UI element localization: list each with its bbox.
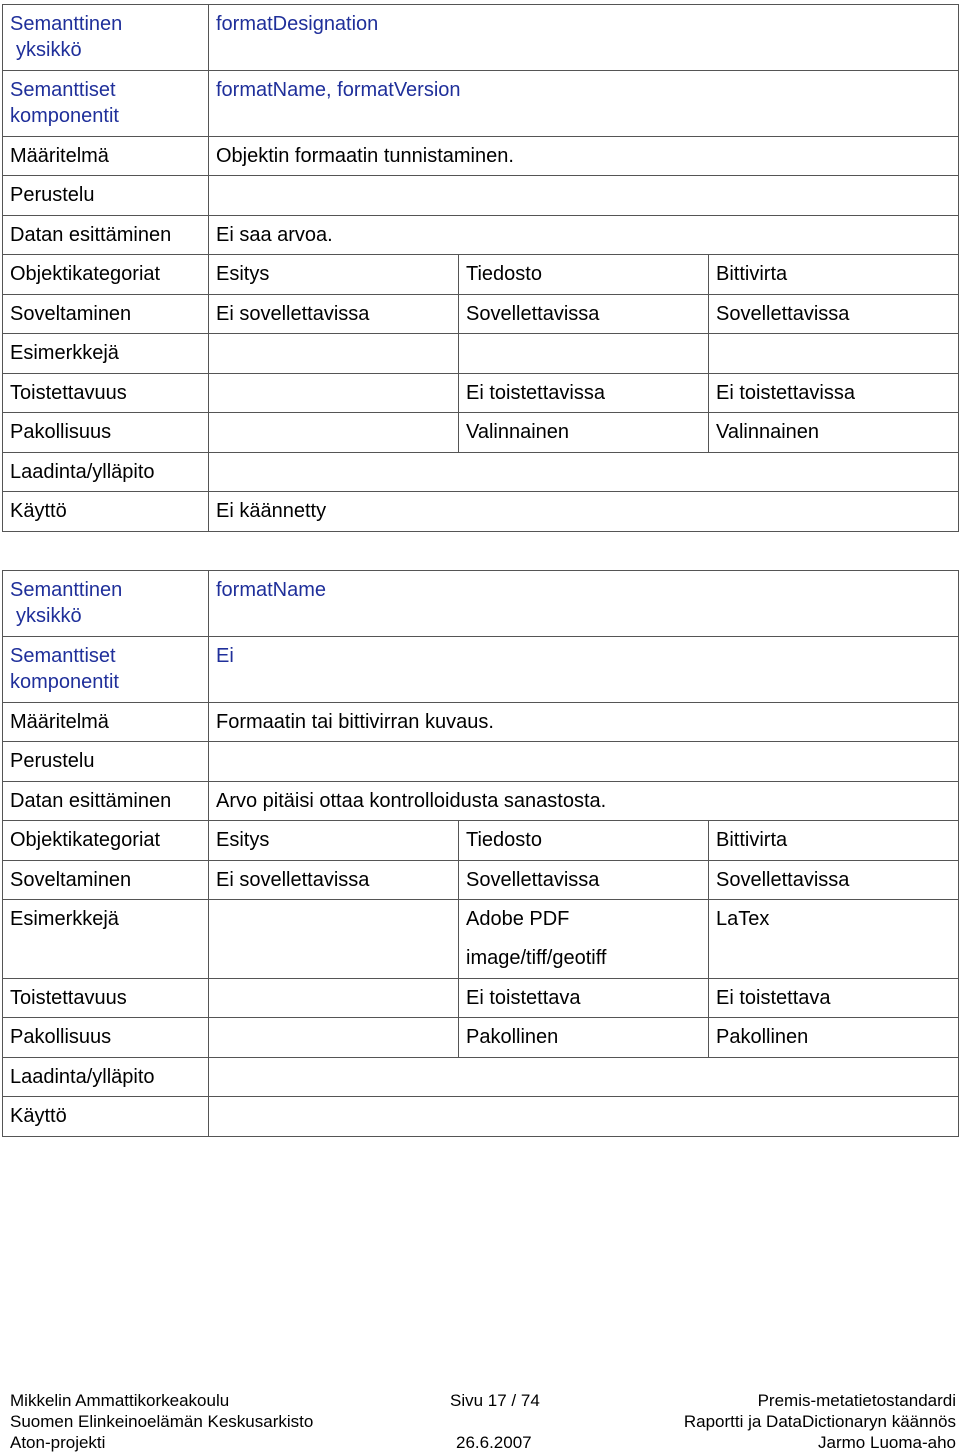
obligation-label: Pakollisuus xyxy=(3,413,209,453)
semantic-components-value: formatName, formatVersion xyxy=(209,71,959,137)
rationale-value xyxy=(209,742,959,782)
semantic-components-label: Semanttiset komponentit xyxy=(3,71,209,137)
repeatability-representation xyxy=(209,374,459,413)
semantic-unit-label: Semanttinen yksikkö xyxy=(3,5,209,71)
data-constraint-value: Ei saa arvoa. xyxy=(209,216,959,255)
creation-label: Laadinta/ylläpito xyxy=(3,1058,209,1097)
format-designation-table xyxy=(2,4,959,532)
repeatability-bitstream: Ei toistettavissa xyxy=(709,374,959,413)
obligation-file: Valinnainen xyxy=(459,413,709,453)
examples-bitstream: LaTex xyxy=(709,900,959,979)
example-adobe-pdf: Adobe PDF xyxy=(466,908,570,930)
semantic-unit-label: Semanttinen yksikkö xyxy=(3,571,209,637)
footer-project: Aton-projekti xyxy=(10,1433,106,1452)
applicability-file: Sovellettavissa xyxy=(459,295,709,334)
footer-document-title: Premis-metatietostandardi xyxy=(757,1391,956,1410)
examples-label: Esimerkkejä xyxy=(3,900,209,979)
footer-date: 26.6.2007 xyxy=(456,1433,532,1452)
obligation-bitstream: Pakollinen xyxy=(709,1018,959,1058)
examples-representation xyxy=(209,334,459,374)
applicability-representation: Ei sovellettavissa xyxy=(209,295,459,334)
category-file: Tiedosto xyxy=(459,821,709,861)
semantic-components-label: Semanttiset komponentit xyxy=(3,637,209,703)
applicability-bitstream: Sovellettavissa xyxy=(709,861,959,900)
footer-author: Jarmo Luoma-aho xyxy=(818,1433,956,1452)
creation-value xyxy=(209,453,959,492)
examples-file xyxy=(459,334,709,374)
definition-value: Formaatin tai bittivirran kuvaus. xyxy=(209,703,959,742)
data-constraint-label: Datan esittäminen xyxy=(3,216,209,255)
repeatability-file: Ei toistettavissa xyxy=(459,374,709,413)
applicability-representation: Ei sovellettavissa xyxy=(209,861,459,900)
page-footer xyxy=(10,1390,956,1453)
repeatability-representation xyxy=(209,979,459,1018)
footer-report-title: Raportti ja DataDictionaryn käännös xyxy=(683,1412,956,1431)
examples-representation xyxy=(209,900,459,979)
semantic-unit-value: formatDesignation xyxy=(209,5,959,71)
rationale-value xyxy=(209,176,959,216)
object-categories-label: Objektikategoriat xyxy=(3,821,209,861)
footer-page-number: Sivu 17 / 74 xyxy=(450,1391,540,1410)
category-bitstream: Bittivirta xyxy=(709,821,959,861)
applicability-bitstream: Sovellettavissa xyxy=(709,295,959,334)
obligation-representation xyxy=(209,413,459,453)
example-image-tiff: image/tiff/geotiff xyxy=(466,947,607,969)
category-file: Tiedosto xyxy=(459,255,709,295)
object-categories-label: Objektikategoriat xyxy=(3,255,209,295)
rationale-label: Perustelu xyxy=(3,176,209,216)
repeatability-label: Toistettavuus xyxy=(3,979,209,1018)
applicability-file: Sovellettavissa xyxy=(459,861,709,900)
obligation-file: Pakollinen xyxy=(459,1018,709,1058)
definition-label: Määritelmä xyxy=(3,703,209,742)
format-name-table xyxy=(2,570,959,1137)
footer-row xyxy=(10,1390,956,1411)
repeatability-file: Ei toistettava xyxy=(459,979,709,1018)
examples-bitstream xyxy=(709,334,959,374)
definition-value: Objektin formaatin tunnistaminen. xyxy=(209,137,959,176)
usage-label: Käyttö xyxy=(3,492,209,532)
obligation-representation xyxy=(209,1018,459,1058)
footer-institution: Mikkelin Ammattikorkeakoulu xyxy=(10,1391,230,1410)
examples-file xyxy=(459,900,709,979)
obligation-label: Pakollisuus xyxy=(3,1018,209,1058)
data-constraint-value: Arvo pitäisi ottaa kontrolloidusta sanastosta. xyxy=(209,782,959,821)
semantic-unit-value: formatName xyxy=(209,571,959,637)
creation-value xyxy=(209,1058,959,1097)
definition-label: Määritelmä xyxy=(3,137,209,176)
applicability-label: Soveltaminen xyxy=(3,295,209,334)
category-representation: Esitys xyxy=(209,821,459,861)
category-bitstream: Bittivirta xyxy=(709,255,959,295)
semantic-components-value: Ei xyxy=(209,637,959,703)
category-representation: Esitys xyxy=(209,255,459,295)
creation-label: Laadinta/ylläpito xyxy=(3,453,209,492)
obligation-bitstream: Valinnainen xyxy=(709,413,959,453)
data-constraint-label: Datan esittäminen xyxy=(3,782,209,821)
applicability-label: Soveltaminen xyxy=(3,861,209,900)
usage-value xyxy=(209,1097,959,1137)
footer-row xyxy=(10,1411,956,1432)
footer-archive: Suomen Elinkeinoelämän Keskusarkisto xyxy=(10,1412,314,1431)
usage-label: Käyttö xyxy=(3,1097,209,1137)
usage-value: Ei käännetty xyxy=(209,492,959,532)
rationale-label: Perustelu xyxy=(3,742,209,782)
footer-row xyxy=(10,1432,956,1453)
examples-label: Esimerkkejä xyxy=(3,334,209,374)
repeatability-bitstream: Ei toistettava xyxy=(709,979,959,1018)
repeatability-label: Toistettavuus xyxy=(3,374,209,413)
